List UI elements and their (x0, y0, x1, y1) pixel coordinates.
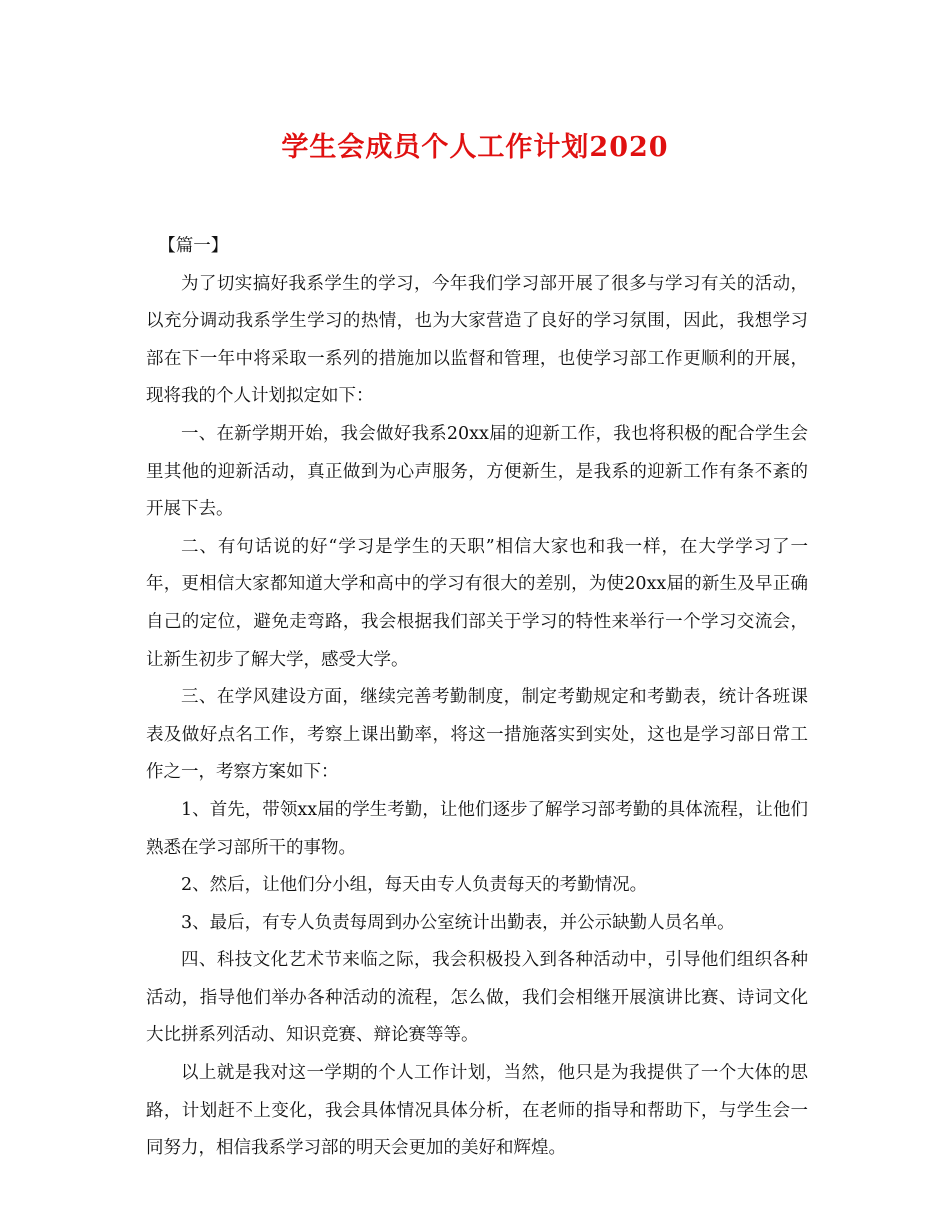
paragraph-item-3: 三、在学风建设方面，继续完善考勤制度，制定考勤规定和考勤表，统计各班课表及做好点名工作，考察上课出勤率，将这一措施落实到实处，这也是学习部日常工作之一，考察方案如下： (146, 687, 808, 783)
document-body (146, 228, 808, 1168)
paragraph-item-2: 二、有句话说的好“学习是学生的天职”相信大家也和我一样，在大学学习了一年，更相信大家都知道大学和高中的学习有很大的差别，为使20xx届的新生及早正确自己的定位，避免走弯路，我会根据我们部关于学习的特性来举行一个学习交流会，让新生初步了解大学，感受大学。 (146, 536, 808, 670)
paragraph-step-1: 1、首先，带领xx届的学生考勤，让他们逐步了解学习部考勤的具体流程，让他们熟悉在学习部所干的事物。 (146, 799, 808, 858)
paragraph-intro: 为了切实搞好我系学生的学习，今年我们学习部开展了很多与学习有关的活动，以充分调动我系学生学习的热情，也为大家营造了良好的学习氛围，因此，我想学习部在下一年中将采取一系列的措施加以监督和管理，也使学习部工作更顺利的开展，现将我的个人计划拟定如下： (146, 273, 808, 407)
section-label: 【篇一】 (158, 236, 229, 256)
paragraph-item-1: 一、在新学期开始，我会做好我系20xx届的迎新工作，我也将积极的配合学生会里其他的迎新活动，真正做到为心声服务，方便新生，是我系的迎新工作有条不紊的开展下去。 (146, 423, 808, 520)
paragraph-step-3: 3、最后，有专人负责每周到办公室统计出勤表，并公示缺勤人员名单。 (181, 912, 735, 933)
document-title: 学生会成员个人工作计划2020 (281, 132, 669, 163)
paragraph-conclusion: 以上就是我对这一学期的个人工作计划，当然，他只是为我提供了一个大体的思路，计划赶不上变化，我会具体情况具体分析，在老师的指导和帮助下，与学生会一同努力，相信我系学习部的明天会更加的美好和辉煌。 (146, 1063, 808, 1159)
paragraph-item-4: 四、科技文化艺术节来临之际，我会积极投入到各种活动中，引导他们组织各种活动，指导他们举办各种活动的流程，怎么做，我们会相继开展演讲比赛、诗词文化大比拼系列活动、知识竞赛、辩论赛等等。 (146, 950, 808, 1046)
paragraph-step-2: 2、然后，让他们分小组，每天由专人负责每天的考勤情况。 (181, 875, 648, 896)
